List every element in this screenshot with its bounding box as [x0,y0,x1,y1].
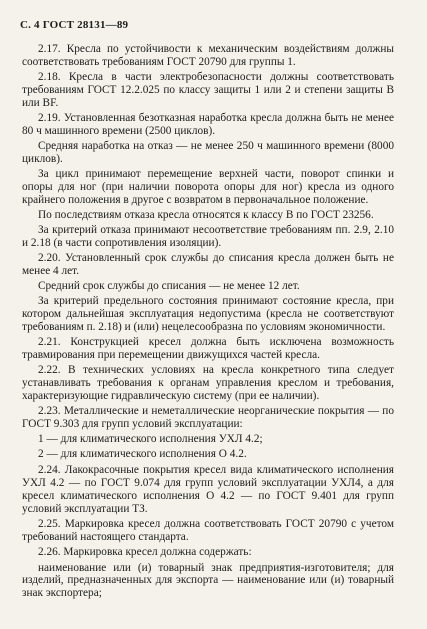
paragraph-limit-state: За критерий предельного состояния принимают состояние кресла, при котором дальнейшая эксплуатация недопустима (кресла не соответствуют требованиям п. 2.18) и (или) нецелесообразна по условиям экономичности. [22,295,394,333]
paragraph-2-25: 2.25. Маркировка кресел должна соответствовать ГОСТ 20790 с учетом требований настоящего стандарта. [22,517,394,543]
paragraph-list-item-1: 1 — для климатического исполнения УХЛ 4.2; [38,432,263,445]
paragraph-2-23: 2.23. Металлические и неметаллические неорганические покрытия — по ГОСТ 9.303 для групп условий эксплуатации: [22,404,394,430]
paragraph-failure-class: По последствиям отказа кресла относятся к классу В по ГОСТ 23256. [38,208,374,221]
paragraph-failure-criterion: За критерий отказа принимают несоответствие требованиям пп. 2.9, 2.10 и 2.18 (в части сопротивления изоляции). [22,223,394,249]
paragraph-2-19: 2.19. Установленная безотказная наработка кресла должна быть не менее 80 ч машинного времени (2500 циклов). [22,111,394,137]
body-text [22,43,394,602]
paragraph-2-17: 2.17. Кресла по устойчивости к механическим воздействиям должны соответствовать требованиям ГОСТ 20790 для группы 1. [22,43,394,68]
paragraph-mean-service-life: Средний срок службы до списания — не менее 12 лет. [38,279,300,292]
paragraph-list-item-2: 2 — для климатического исполнения О 4.2. [38,447,247,460]
paragraph-2-24: 2.24. Лакокрасочные покрытия кресел вида климатического исполнения УХЛ 4.2 — по ГОСТ 9.074 для групп условий эксплуатации УХЛ4, а для кресел климатического исполнения О 4.2 — по ГОСТ 9.401 для групп условий эксплуатации ТЗ. [22,463,394,515]
paragraph-2-20: 2.20. Установленный срок службы до списания кресла должен быть не менее 4 лет. [22,251,394,277]
paragraph-2-26: 2.26. Маркировка кресел должна содержать: [38,546,252,559]
paragraph-2-18: 2.18. Кресла в части электробезопасности должны соответствовать требованиям ГОСТ 12.2.025 по классу защиты 1 или 2 и степени защиты В или BF. [22,71,394,109]
paragraph-2-22: 2.22. В технических условиях на кресла конкретного типа следует устанавливать требования к органам управления креслом и требования, характеризующие гидравлическую систему (при ее наличии). [22,363,394,402]
paragraph-mean-operating-time: Средняя наработка на отказ — не менее 250 ч машинного времени (8000 циклов). [22,139,394,165]
paragraph-cycle-definition: За цикл принимают перемещение верхней части, поворот спинки и опоры для ног (при наличии поворота опоры для ног) кресла из одного крайнего положения в другое с возвратом в первоначальное положение. [22,167,394,206]
paragraph-2-21: 2.21. Конструкцией кресел должна быть исключена возможность травмирования при перемещении движущихся частей кресла. [22,335,394,361]
paragraph-marking-content: наименование или (и) товарный знак предприятия-изготовителя; для изделий, предназначенных для экспорта — наименование или (и) товарный знак экспортера; [22,561,394,600]
page-header: С. 4 ГОСТ 28131—89 [20,19,129,31]
